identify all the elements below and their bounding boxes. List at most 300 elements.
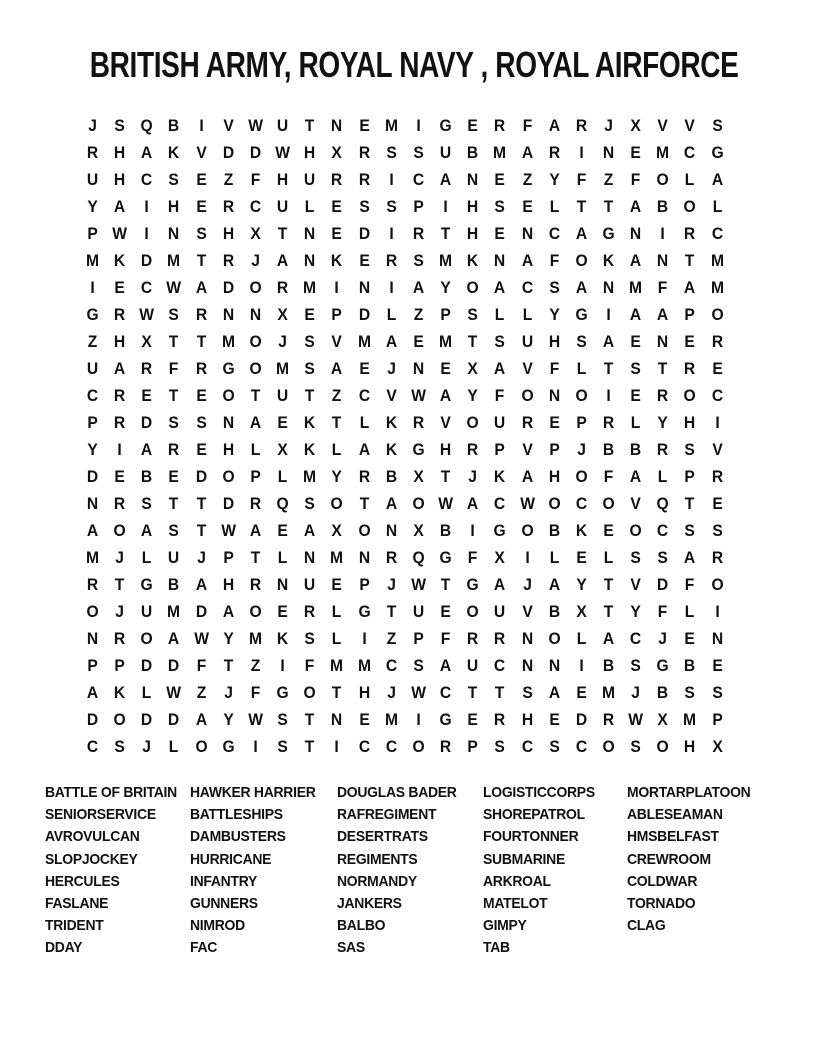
- grid-cell: E: [494, 169, 506, 189]
- grid-cell: S: [277, 709, 288, 729]
- grid-cell: O: [249, 358, 262, 378]
- grid-cell: U: [304, 169, 316, 189]
- grid-cell: S: [168, 304, 180, 324]
- grid-cell: D: [195, 466, 207, 486]
- grid-cell: P: [87, 412, 98, 432]
- word-item: GUNNERS: [190, 895, 258, 913]
- grid-cell: O: [222, 466, 235, 486]
- grid-cell: T: [603, 574, 614, 594]
- word-item: CLAG: [627, 917, 666, 935]
- grid-cell: L: [359, 412, 369, 432]
- grid-cell: I: [579, 655, 584, 675]
- grid-cell: R: [494, 115, 506, 135]
- word-item: NORMANDY: [337, 872, 417, 890]
- grid-cell: N: [304, 250, 316, 270]
- grid-cell: A: [114, 196, 126, 216]
- grid-cell: U: [521, 331, 533, 351]
- grid-cell: R: [114, 385, 126, 405]
- grid-cell: A: [195, 574, 207, 594]
- grid-cell: W: [628, 709, 644, 729]
- grid-cell: R: [86, 142, 99, 162]
- grid-cell: O: [249, 601, 262, 621]
- grid-cell: D: [249, 142, 262, 162]
- grid-cell: J: [468, 466, 478, 486]
- grid-cell: O: [222, 385, 235, 405]
- grid-cell: X: [277, 439, 288, 459]
- grid-cell: S: [657, 547, 669, 567]
- grid-cell: C: [521, 736, 533, 756]
- grid-cell: M: [86, 547, 100, 567]
- grid-cell: E: [195, 169, 207, 189]
- grid-cell: R: [657, 439, 669, 459]
- grid-cell: A: [494, 277, 506, 297]
- grid-cell: O: [520, 385, 534, 405]
- grid-cell: N: [602, 277, 615, 297]
- grid-cell: E: [630, 385, 641, 405]
- grid-cell: H: [222, 574, 235, 594]
- grid-cell: O: [656, 736, 669, 756]
- grid-cell: M: [384, 709, 398, 729]
- grid-cell: E: [358, 115, 370, 135]
- word-item: DAMBUSTERS: [190, 828, 286, 846]
- grid-cell: N: [304, 547, 316, 567]
- grid-cell: X: [277, 304, 288, 324]
- grid-cell: T: [576, 196, 587, 216]
- grid-cell: D: [141, 655, 153, 675]
- grid-cell: S: [386, 142, 397, 162]
- grid-cell: Z: [332, 385, 342, 405]
- grid-cell: R: [114, 493, 126, 513]
- grid-cell: L: [305, 196, 315, 216]
- grid-cell: T: [440, 223, 451, 243]
- grid-cell: H: [467, 223, 479, 243]
- grid-cell: B: [548, 601, 560, 621]
- grid-cell: A: [249, 412, 262, 432]
- grid-cell: N: [222, 304, 235, 324]
- grid-cell: N: [602, 142, 615, 162]
- grid-cell: R: [494, 709, 506, 729]
- grid-cell: V: [331, 331, 343, 351]
- grid-cell: A: [385, 493, 397, 513]
- grid-cell: L: [495, 304, 505, 324]
- grid-cell: S: [549, 736, 560, 756]
- grid-cell: H: [114, 331, 126, 351]
- grid-cell: D: [657, 574, 669, 594]
- grid-cell: I: [714, 601, 720, 621]
- grid-cell: A: [304, 520, 316, 540]
- grid-cell: K: [385, 439, 397, 459]
- word-item: NIMROD: [190, 917, 245, 935]
- grid-cell: J: [115, 547, 125, 567]
- grid-cell: V: [630, 493, 641, 513]
- grid-cell: O: [602, 736, 615, 756]
- grid-cell: G: [276, 682, 289, 702]
- grid-cell: R: [304, 601, 316, 621]
- grid-cell: J: [115, 601, 125, 621]
- grid-cell: O: [629, 520, 642, 540]
- grid-cell: M: [683, 709, 697, 729]
- grid-cell: D: [575, 709, 588, 729]
- grid-cell: A: [86, 682, 99, 702]
- grid-cell: T: [196, 331, 206, 351]
- grid-cell: W: [411, 682, 426, 702]
- grid-cell: J: [386, 358, 396, 378]
- grid-cell: E: [195, 439, 207, 459]
- grid-cell: A: [467, 493, 479, 513]
- grid-cell: S: [494, 736, 506, 756]
- word-item: SLOPJOCKEY: [45, 850, 138, 868]
- grid-cell: R: [277, 277, 289, 297]
- grid-cell: L: [603, 547, 614, 567]
- grid-cell: W: [411, 574, 426, 594]
- grid-cell: B: [385, 466, 397, 486]
- grid-cell: A: [439, 385, 452, 405]
- grid-cell: M: [602, 682, 616, 702]
- grid-cell: Z: [250, 655, 261, 675]
- grid-cell: G: [439, 547, 452, 567]
- grid-cell: B: [684, 655, 696, 675]
- grid-cell: T: [305, 385, 315, 405]
- grid-cell: O: [683, 385, 697, 405]
- word-item: FASLANE: [45, 895, 109, 913]
- grid-cell: O: [683, 196, 697, 216]
- grid-cell: L: [630, 412, 641, 432]
- grid-cell: A: [358, 439, 370, 459]
- grid-cell: I: [144, 223, 150, 243]
- grid-cell: S: [630, 547, 641, 567]
- grid-cell: I: [334, 277, 340, 297]
- grid-cell: K: [114, 250, 126, 270]
- grid-cell: T: [305, 709, 315, 729]
- grid-cell: X: [141, 331, 153, 351]
- grid-cell: Y: [87, 196, 98, 216]
- grid-cell: A: [195, 709, 207, 729]
- word-item: SAS: [337, 939, 365, 957]
- grid-cell: K: [168, 142, 180, 162]
- grid-cell: A: [494, 358, 506, 378]
- grid-cell: W: [166, 277, 182, 297]
- grid-cell: H: [114, 169, 126, 189]
- grid-cell: V: [657, 115, 669, 135]
- grid-cell: U: [304, 574, 316, 594]
- grid-cell: R: [358, 169, 370, 189]
- grid-cell: B: [168, 574, 180, 594]
- grid-cell: N: [657, 331, 669, 351]
- grid-cell: T: [603, 601, 614, 621]
- grid-cell: C: [711, 385, 723, 405]
- grid-cell: N: [358, 547, 370, 567]
- grid-cell: L: [658, 466, 668, 486]
- grid-cell: O: [711, 304, 724, 324]
- word-item: JANKERS: [337, 895, 402, 913]
- grid-cell: S: [684, 520, 696, 540]
- grid-cell: A: [494, 574, 506, 594]
- grid-cell: O: [412, 736, 425, 756]
- word-item: DDAY: [45, 939, 83, 957]
- grid-cell: E: [358, 709, 370, 729]
- grid-cell: E: [440, 601, 451, 621]
- grid-cell: N: [168, 223, 180, 243]
- grid-cell: E: [141, 385, 153, 405]
- grid-cell: A: [548, 115, 560, 135]
- grid-cell: R: [249, 574, 262, 594]
- grid-cell: U: [494, 601, 506, 621]
- grid-cell: F: [467, 547, 478, 567]
- grid-cell: G: [439, 115, 452, 135]
- grid-cell: U: [467, 655, 479, 675]
- grid-cell: E: [684, 628, 696, 648]
- grid-cell: S: [304, 358, 316, 378]
- grid-cell: O: [303, 682, 316, 702]
- grid-cell: T: [440, 466, 451, 486]
- grid-cell: E: [576, 547, 587, 567]
- grid-cell: S: [630, 736, 641, 756]
- grid-cell: D: [141, 709, 153, 729]
- grid-cell: D: [358, 304, 370, 324]
- grid-cell: A: [521, 466, 533, 486]
- grid-cell: O: [575, 466, 588, 486]
- grid-cell: U: [412, 601, 425, 621]
- grid-cell: I: [714, 412, 720, 432]
- grid-cell: T: [169, 331, 179, 351]
- grid-cell: R: [711, 547, 723, 567]
- grid-cell: L: [142, 682, 152, 702]
- grid-cell: O: [140, 628, 153, 648]
- grid-cell: M: [248, 628, 263, 648]
- grid-cell: A: [331, 358, 343, 378]
- grid-cell: H: [114, 142, 126, 162]
- grid-cell: W: [112, 223, 128, 243]
- grid-cell: C: [575, 736, 588, 756]
- word-list-column: [337, 782, 466, 960]
- grid-cell: H: [358, 682, 370, 702]
- grid-cell: E: [549, 412, 560, 432]
- grid-cell: R: [439, 736, 452, 756]
- grid-cell: P: [223, 547, 234, 567]
- grid-cell: M: [167, 601, 181, 621]
- grid-cell: R: [412, 412, 425, 432]
- grid-cell: O: [466, 277, 479, 297]
- word-item: DESERTRATS: [337, 828, 428, 846]
- grid-cell: N: [521, 655, 533, 675]
- grid-cell: C: [385, 736, 397, 756]
- grid-cell: R: [222, 250, 235, 270]
- grid-cell: C: [412, 169, 425, 189]
- grid-cell: I: [117, 439, 122, 459]
- grid-cell: D: [222, 277, 235, 297]
- word-item: CREWROOM: [627, 850, 711, 868]
- grid-cell: U: [168, 547, 180, 567]
- grid-cell: L: [142, 547, 152, 567]
- grid-cell: N: [385, 520, 397, 540]
- grid-cell: X: [413, 520, 424, 540]
- grid-cell: X: [711, 736, 723, 756]
- grid-cell: F: [250, 169, 261, 189]
- grid-cell: E: [331, 223, 343, 243]
- grid-cell: B: [141, 466, 153, 486]
- word-list-column: [627, 782, 760, 937]
- grid-cell: T: [250, 547, 261, 567]
- grid-cell: I: [416, 709, 421, 729]
- grid-cell: N: [86, 493, 99, 513]
- grid-cell: M: [629, 277, 643, 297]
- grid-cell: R: [548, 142, 560, 162]
- grid-cell: A: [684, 277, 696, 297]
- grid-cell: E: [494, 223, 506, 243]
- word-item: INFANTRY: [190, 872, 258, 890]
- grid-cell: M: [276, 358, 290, 378]
- grid-cell: Y: [87, 439, 98, 459]
- grid-cell: A: [141, 439, 153, 459]
- grid-cell: Y: [331, 466, 343, 486]
- grid-cell: Q: [656, 493, 669, 513]
- grid-cell: G: [711, 142, 724, 162]
- grid-cell: J: [386, 574, 396, 594]
- grid-cell: T: [359, 493, 369, 513]
- grid-cell: S: [684, 439, 696, 459]
- grid-cell: G: [656, 655, 669, 675]
- word-item: BALBO: [337, 917, 386, 935]
- grid-cell: A: [141, 142, 153, 162]
- grid-cell: R: [467, 628, 479, 648]
- grid-cell: G: [602, 223, 615, 243]
- grid-cell: A: [575, 223, 588, 243]
- grid-cell: P: [413, 196, 424, 216]
- grid-cell: O: [466, 412, 479, 432]
- grid-cell: K: [494, 466, 506, 486]
- grid-cell: R: [602, 709, 615, 729]
- grid-cell: L: [685, 169, 695, 189]
- grid-cell: T: [250, 385, 261, 405]
- grid-cell: V: [223, 115, 234, 135]
- grid-cell: L: [277, 466, 288, 486]
- grid-cell: T: [305, 736, 315, 756]
- grid-cell: W: [275, 142, 291, 162]
- grid-cell: P: [87, 223, 98, 243]
- grid-cell: N: [331, 709, 343, 729]
- grid-cell: R: [195, 358, 207, 378]
- grid-cell: N: [711, 628, 723, 648]
- grid-cell: J: [631, 682, 641, 702]
- grid-cell: E: [358, 250, 370, 270]
- grid-cell: I: [660, 223, 666, 243]
- word-list-column: [483, 782, 603, 960]
- grid-cell: H: [168, 196, 180, 216]
- grid-cell: C: [249, 196, 262, 216]
- grid-cell: X: [494, 547, 506, 567]
- grid-cell: S: [521, 682, 533, 702]
- grid-cell: E: [114, 277, 125, 297]
- grid-cell: X: [576, 601, 587, 621]
- grid-cell: A: [277, 250, 289, 270]
- grid-cell: N: [249, 304, 262, 324]
- grid-cell: S: [684, 682, 696, 702]
- grid-cell: M: [330, 655, 344, 675]
- grid-cell: A: [684, 547, 696, 567]
- grid-cell: P: [494, 439, 506, 459]
- grid-cell: E: [440, 358, 451, 378]
- grid-cell: P: [684, 466, 696, 486]
- grid-cell: S: [304, 628, 316, 648]
- grid-cell: F: [685, 574, 695, 594]
- grid-cell: G: [222, 358, 235, 378]
- grid-cell: I: [199, 115, 204, 135]
- grid-cell: S: [494, 196, 506, 216]
- grid-cell: L: [685, 601, 695, 621]
- grid-cell: A: [602, 628, 615, 648]
- grid-cell: E: [711, 655, 723, 675]
- grid-cell: T: [603, 358, 614, 378]
- grid-cell: O: [249, 331, 262, 351]
- grid-cell: R: [249, 493, 262, 513]
- grid-cell: C: [494, 493, 506, 513]
- grid-cell: I: [361, 628, 367, 648]
- grid-cell: E: [711, 493, 723, 513]
- grid-cell: M: [384, 115, 398, 135]
- grid-cell: U: [277, 196, 289, 216]
- grid-cell: G: [575, 304, 588, 324]
- grid-cell: C: [86, 385, 99, 405]
- word-item: AVROVULCAN: [45, 828, 140, 846]
- word-list-column: [45, 782, 187, 960]
- grid-cell: S: [549, 277, 560, 297]
- grid-cell: L: [332, 628, 342, 648]
- grid-cell: Y: [576, 574, 587, 594]
- grid-cell: I: [606, 385, 611, 405]
- word-item: TRIDENT: [45, 917, 104, 935]
- grid-cell: J: [224, 682, 233, 702]
- grid-cell: L: [386, 304, 397, 324]
- grid-cell: N: [521, 628, 533, 648]
- grid-cell: T: [603, 196, 614, 216]
- grid-cell: C: [630, 628, 642, 648]
- grid-cell: A: [630, 250, 642, 270]
- grid-cell: I: [389, 277, 394, 297]
- grid-cell: N: [494, 250, 506, 270]
- grid-cell: P: [467, 736, 478, 756]
- grid-cell: L: [250, 439, 261, 459]
- grid-cell: D: [86, 709, 99, 729]
- grid-cell: T: [685, 493, 695, 513]
- word-item: HMSBELFAST: [627, 828, 719, 846]
- grid-cell: A: [548, 574, 560, 594]
- grid-cell: C: [358, 385, 370, 405]
- grid-cell: B: [467, 142, 479, 162]
- grid-cell: A: [439, 655, 452, 675]
- grid-cell: H: [467, 196, 479, 216]
- grid-cell: I: [470, 520, 475, 540]
- grid-cell: L: [576, 358, 587, 378]
- grid-cell: T: [332, 682, 342, 702]
- grid-cell: C: [494, 655, 506, 675]
- grid-cell: O: [113, 520, 126, 540]
- grid-cell: M: [710, 250, 724, 270]
- grid-cell: O: [548, 493, 561, 513]
- grid-cell: R: [711, 331, 723, 351]
- grid-cell: S: [386, 196, 397, 216]
- grid-cell: F: [305, 655, 315, 675]
- grid-cell: N: [277, 574, 289, 594]
- grid-cell: N: [412, 358, 425, 378]
- grid-cell: S: [576, 331, 587, 351]
- grid-cell: E: [549, 709, 560, 729]
- grid-cell: T: [386, 601, 397, 621]
- grid-cell: J: [386, 682, 396, 702]
- grid-cell: V: [521, 439, 533, 459]
- grid-cell: K: [467, 250, 479, 270]
- word-item: SUBMARINE: [483, 850, 565, 868]
- grid-cell: Z: [87, 331, 98, 351]
